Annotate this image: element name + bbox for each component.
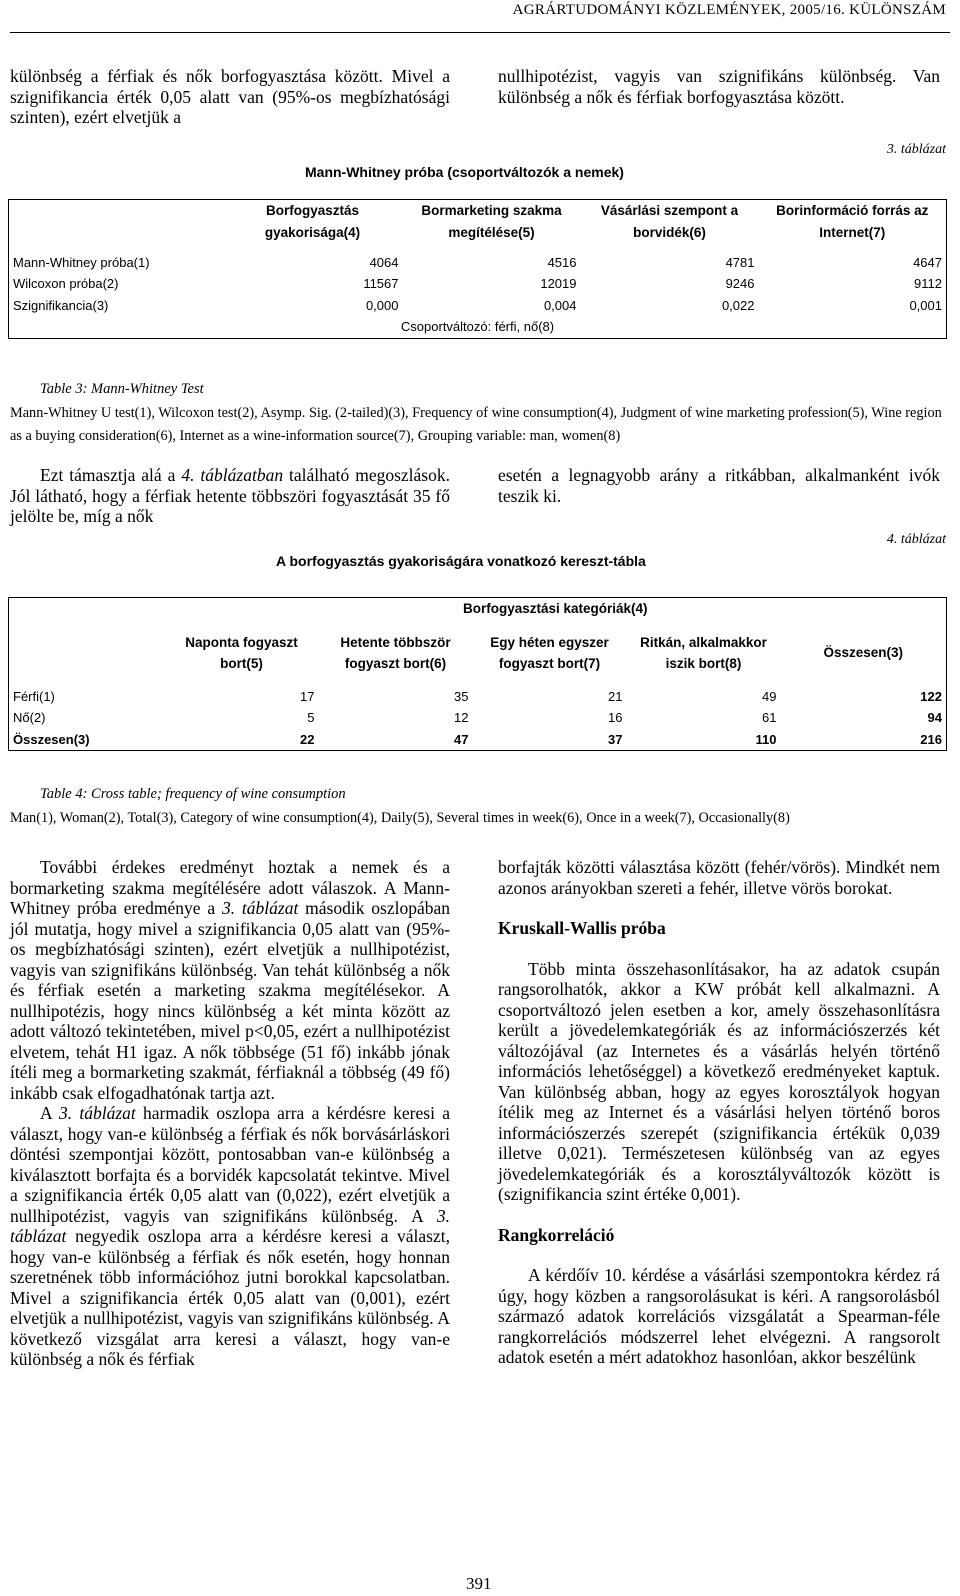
table4-number: 4. táblázat	[886, 532, 946, 547]
section-heading: Kruskall-Wallis próba	[498, 918, 666, 938]
table4-group-header: Borfogyasztási kategóriák(4)	[462, 601, 648, 617]
table3-en-title: Table 3: Mann-Whitney Test	[40, 381, 204, 397]
section-heading: Rangkorreláció	[498, 1224, 615, 1245]
table3-title: Mann-Whitney próba (csoportváltozók a nemek)	[305, 164, 624, 180]
top-right-text: nullhipotézist, vagyis van szignifikáns különbség. Van különbség a nők és férfiak borfogyasztása között.	[498, 66, 940, 107]
body-right-paragraph-2: Több minta összehasonlításakor, ha az adatok csupán rangsorolhatók, akkor a KW próbát kell alkalmazni. A csoportváltozó jelen esetben a kor, amely összehasonlításra került a jövedelemkategóriák és az információszerzés két változójával (az Internetes és a vásárlás helyén történő információs lehetőséggel) a következő eredményeket kaptuk. Van különbség abban, hogy az egyes korosztályok hogyan ítélik meg az Internet és a vásárlási helyen történő boros információszerzés szerepét (szignifikancia értékük 0,039 illetve 0,021). Természetesen különbség van az egyes jövedelemkategóriák és a korosztályváltozók között is (szignifikancia szint értéke 0,001).	[498, 958, 940, 1204]
header-rule	[10, 32, 950, 33]
table-row: Mann-Whitney próba(1) 4064 4516 4781 4647	[13, 254, 942, 270]
table4-header: Hetente többször fogyaszt bort(6)	[340, 634, 451, 671]
table-row	[9, 316, 947, 338]
table3-header: Borinformáció forrás az Internet(7)	[776, 203, 929, 240]
body-right-paragraph-3: A kérdőív 10. kérdése a vásárlási szempontokra kérdez rá úgy, hogy közben a rangsorolásukat is kéri. A rangsorolásból származó adatok korrelációs vizsgálatát a Spearman-féle rangkorrelációs módszerrel lehet elvégezni. A rangsorolt adatok esetén a mért adatokhoz hasonlóan, akkor beszélünk	[498, 1265, 940, 1367]
body-left-paragraph-1: További érdekes eredményt hoztak a nemek és a bormarketing szakma megítélésére adott válaszok. A Mann-Whitney próba eredménye a 3. táblázat második oszlopában jól mutatja, hogy mivel a szignifikancia 0,05 alatt van (95%-os megbízhatósági szinten), ezért elvetjük a nullhipotézist, vagyis van szignifikáns különbség. Van tehát különbség a nők és férfiak esetén a marketing szakma megítélésekor. A nullhipotézis, hogy nincs különbség a két minta között az adott változó tekintetében, mivel p<0,05, ezért a nullhipotézist elvetem, tehát H1 igaz. A nők többsége (51 fő) inkább jónak ítéli meg a bormarketing szakmát, férfiaknál a többség (49 fő) inkább csak elfogadhatónak tartja azt.	[10, 857, 450, 1103]
body-right-paragraph-1: borfajták közötti választása között (fehér/vörös). Mindkét nem azonos arányokban szereti a fehér, illetve vörös borokat.	[498, 857, 940, 898]
table3-en-note: Mann-Whitney U test(1), Wilcoxon test(2), Asymp. Sig. (2-tailed)(3), Frequency of wine consumption(4), Judgment of wine marketing profession(5), Wine region as a buying consideration(6), Internet as a wine-information source(7), Grouping variable: man, women(8)	[10, 405, 942, 444]
table-row: Szignifikancia(3) 0,000 0,004 0,022 0,001	[13, 297, 942, 313]
table4-header: Összesen(3)	[823, 645, 904, 660]
running-header: AGRÁRTUDOMÁNYI KÖZLEMÉNYEK, 2005/16. KÜLÖNSZÁM	[512, 2, 946, 18]
table4-header: Ritkán, alkalmakkor iszik bort(8)	[640, 634, 767, 671]
table4-corner	[9, 598, 165, 620]
grouping-variable: Csoportváltozó: férfi, nő(8)	[400, 319, 555, 334]
table-row: Nő(2) 5 12 16 61 94	[13, 710, 942, 725]
table-row: Férfi(1) 17 35 21 49 122	[13, 688, 942, 704]
table3	[8, 199, 947, 339]
table4-header: Naponta fogyaszt bort(5)	[185, 634, 298, 671]
body-left-column	[10, 857, 450, 1370]
page-number: 391	[466, 1574, 492, 1593]
table4-title: A borfogyasztás gyakoriságára vonatkozó kereszt-tábla	[276, 553, 646, 569]
table3-header: Bormarketing szakma megítélése(5)	[421, 203, 562, 240]
table4-en-note: Man(1), Woman(2), Total(3), Category of wine consumption(4), Daily(5), Several times in week(6), Once in a week(7), Occasionally(8)	[10, 810, 790, 826]
mid-right-text: esetén a legnagyobb arány a ritkábban, alkalmanként ivók teszik ki.	[498, 465, 940, 506]
table3-number: 3. táblázat	[886, 142, 946, 157]
table-row: Összesen(3) 22 47 37 110 216	[13, 731, 942, 747]
body-right-column	[498, 857, 940, 1368]
top-left-text: különbség a férfiak és nők borfogyasztása között. Mivel a szignifikancia érték 0,05 alatt van (95%-os megbízhatósági szinten), ezért elvetjük a	[10, 66, 450, 127]
table4-en-title: Table 4: Cross table; frequency of wine consumption	[40, 786, 346, 802]
table3-header: Vásárlási szempont a borvidék(6)	[600, 203, 739, 240]
table3-header: Borfogyasztás gyakorisága(4)	[264, 203, 361, 240]
table4-header: Egy héten egyszer fogyaszt bort(7)	[490, 634, 609, 671]
table4	[8, 597, 947, 751]
table-row: Wilcoxon próba(2) 11567 12019 9246 9112	[13, 276, 942, 291]
table3-corner	[9, 200, 223, 252]
body-left-paragraph-2: A 3. táblázat harmadik oszlopa arra a kérdésre keresi a választ, hogy van-e különbség a férfiak és nők borvásárláskori döntési szempontjai között, pontosabban van-e különbség a kiválasztott borfajta és a borvidék kapcsolatát tekintve. Mivel a szignifikancia érték 0,05 alatt van (0,022), ezért elvetjük a nullhipotézist, vagyis van szignifikáns különbség. A 3. táblázat negyedik oszlopa arra a kérdésre keresi a választ, hogy van-e különbség a férfiak és nők esetén, hogy honnan szeretnének több információhoz jutni borokkal kapcsolatban. Mivel a szignifikancia érték 0,05 alatt van (0,001), ezért elvetjük a nullhipotézist, vagyis van szignifikáns különbség. A következő vizsgálat arra keresi a választ, hogy van-e különbség a nők és férfiak	[10, 1103, 450, 1369]
mid-left-text: Ezt támasztja alá a 4. táblázatban található megoszlások. Jól látható, hogy a férfiak hetente többszöri fogyasztását 35 fő jelölte be, míg a nők	[10, 465, 450, 526]
